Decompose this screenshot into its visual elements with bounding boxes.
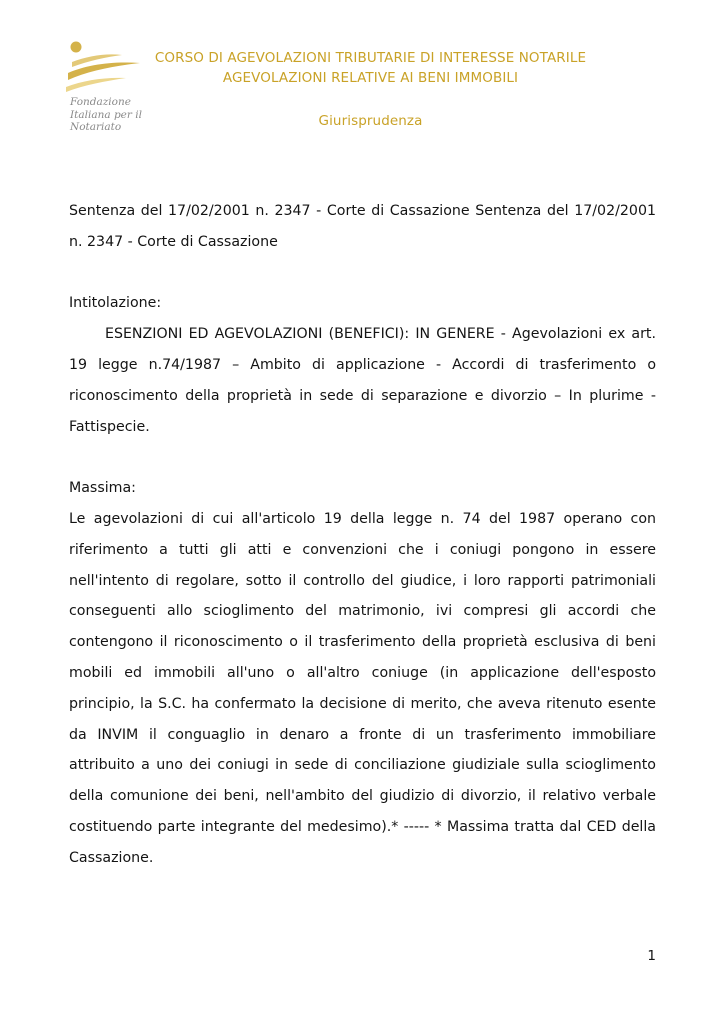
logo-line-2: Italiana per il [70,108,142,121]
sentence-title: Sentenza del 17/02/2001 n. 2347 - Corte di Cassazione Sentenza del 17/02/2001 n. 2347 - Corte di Cassazione [69,203,656,250]
header-subtitle: AGEVOLAZIONI RELATIVE AI BENI IMMOBILI [222,70,519,86]
massima-label: Massima: [69,480,136,497]
logo-line-3: Notariato [70,121,122,133]
document-body [69,196,656,874]
intitolazione-text: ESENZIONI ED AGEVOLAZIONI (BENEFICI): IN GENERE - Agevolazioni ex art. 19 legge n.74/1987 – Ambito di applicazione - Accordi di trasferimento o riconoscimento della proprietà in sede di separazione e divorzio – In plurime - Fattispecie. [69,326,656,435]
page-number: 1 [647,948,656,964]
header-section: Giurisprudenza [318,113,423,129]
logo-line-1: Fondazione [70,96,131,108]
massima-text: Le agevolazioni di cui all'articolo 19 della legge n. 74 del 1987 operano con riferimento a tutti gli atti e convenzioni che i coniugi pongono in essere nell'intento di regolare, sotto il controllo del giudice, i loro rapporti patrimoniali conseguenti allo scioglimento del matrimonio, ivi compresi gli accordi che contengono il riconoscimento o il trasferimento della proprietà esclusiva di beni mobili ed immobili all'uno o all'altro coniuge (in applicazione dell'esposto principio, la S.C. ha confermato la decisione di merito, che aveva ritenuto esente da INVIM il conguaglio in denaro a fronte di un trasferimento immobiliare attribuito a uno dei coniugi in sede di conciliazione giudiziale sulla scioglimento della comunione dei beni, nell'ambito del giudizio di divorzio, il relativo verbale costituendo parte integrante del medesimo).* ----- * Massima tratta dal CED della Cassazione. [69,510,656,866]
header-course-title: CORSO DI AGEVOLAZIONI TRIBUTARIE DI INTERESSE NOTARILE [154,50,587,66]
intitolazione-label: Intitolazione: [69,295,162,312]
